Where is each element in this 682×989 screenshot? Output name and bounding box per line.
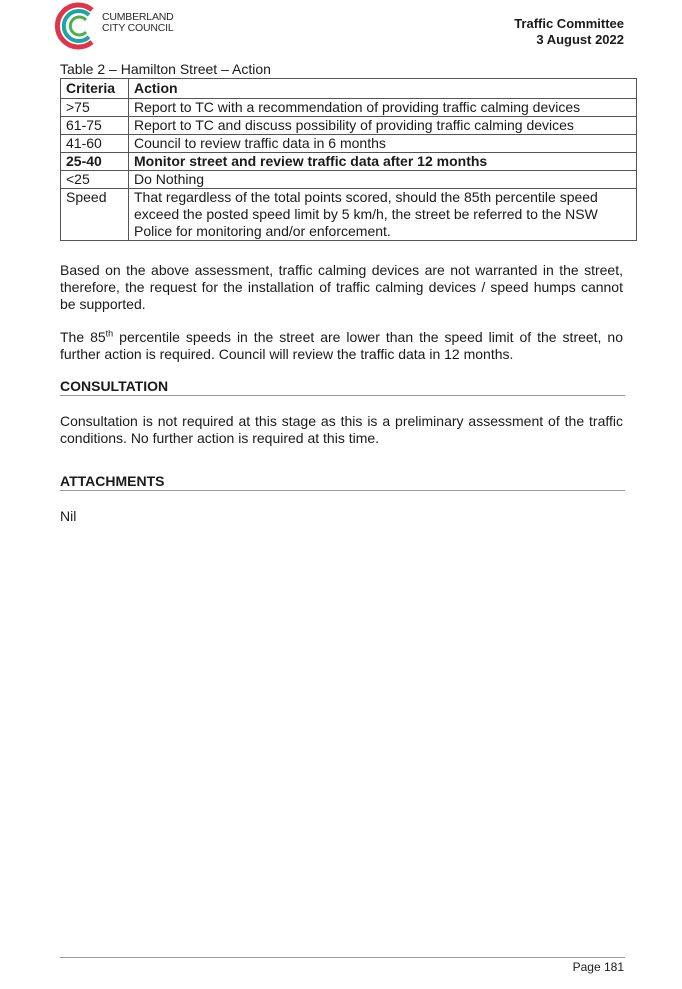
criteria-cell: >75 xyxy=(61,99,129,117)
action-cell: Do Nothing xyxy=(129,171,637,189)
table-row-highlighted xyxy=(61,153,637,171)
speed-paragraph-prefix: The 85 xyxy=(60,329,106,345)
header-action: Action xyxy=(129,79,637,99)
attachments-paragraph: Nil xyxy=(60,508,77,524)
table-row xyxy=(61,189,637,241)
consultation-paragraph: Consultation is not required at this stage as this is a preliminary assessment of the traffic conditions. No further action is required at this time. xyxy=(60,413,623,446)
action-cell: Report to TC with a recommendation of providing traffic calming devices xyxy=(129,99,637,117)
criteria-table xyxy=(60,78,637,241)
committee-title: Traffic Committee xyxy=(514,16,624,31)
action-cell: Monitor street and review traffic data after 12 months xyxy=(129,153,637,171)
criteria-cell: Speed xyxy=(61,189,129,241)
table-header-row xyxy=(61,79,637,99)
action-cell: Report to TC and discuss possibility of providing traffic calming devices xyxy=(129,117,637,135)
table-caption: Table 2 – Hamilton Street – Action xyxy=(60,61,271,77)
attachments-heading: ATTACHMENTS xyxy=(60,473,625,491)
action-cell: That regardless of the total points scored, should the 85th percentile speed exceed the posted speed limit by 5 km/h, the street be referred to the NSW Police for monitoring and/or enforcement. xyxy=(129,189,637,241)
logo-text xyxy=(102,12,174,34)
speed-paragraph xyxy=(60,329,623,363)
header-criteria: Criteria xyxy=(61,79,129,99)
speed-paragraph-suffix: percentile speeds in the street are lower than the speed limit of the street, no further action is required. Council will review the traffic data in 12 months. xyxy=(60,329,623,362)
criteria-cell: <25 xyxy=(61,171,129,189)
council-logo xyxy=(52,0,192,50)
table-row xyxy=(61,171,637,189)
meeting-date: 3 August 2022 xyxy=(536,32,624,47)
header-info xyxy=(514,16,624,48)
criteria-cell: 25-40 xyxy=(61,153,129,171)
criteria-cell: 61-75 xyxy=(61,117,129,135)
action-cell: Council to review traffic data in 6 months xyxy=(129,135,637,153)
table-row xyxy=(61,117,637,135)
page-number: Page 181 xyxy=(572,960,624,974)
table-row xyxy=(61,99,637,117)
criteria-cell: 41-60 xyxy=(61,135,129,153)
table-row xyxy=(61,135,637,153)
footer-divider xyxy=(60,957,625,958)
council-logo-icon xyxy=(52,0,102,50)
logo-line2: CITY COUNCIL xyxy=(102,22,174,34)
speed-paragraph-sup: th xyxy=(105,328,114,339)
assessment-paragraph: Based on the above assessment, traffic calming devices are not warranted in the street, therefore, the request for the installation of traffic calming devices / speed humps cannot be supported. xyxy=(60,262,623,312)
consultation-heading: CONSULTATION xyxy=(60,378,625,396)
logo-line1: CUMBERLAND xyxy=(102,11,174,23)
